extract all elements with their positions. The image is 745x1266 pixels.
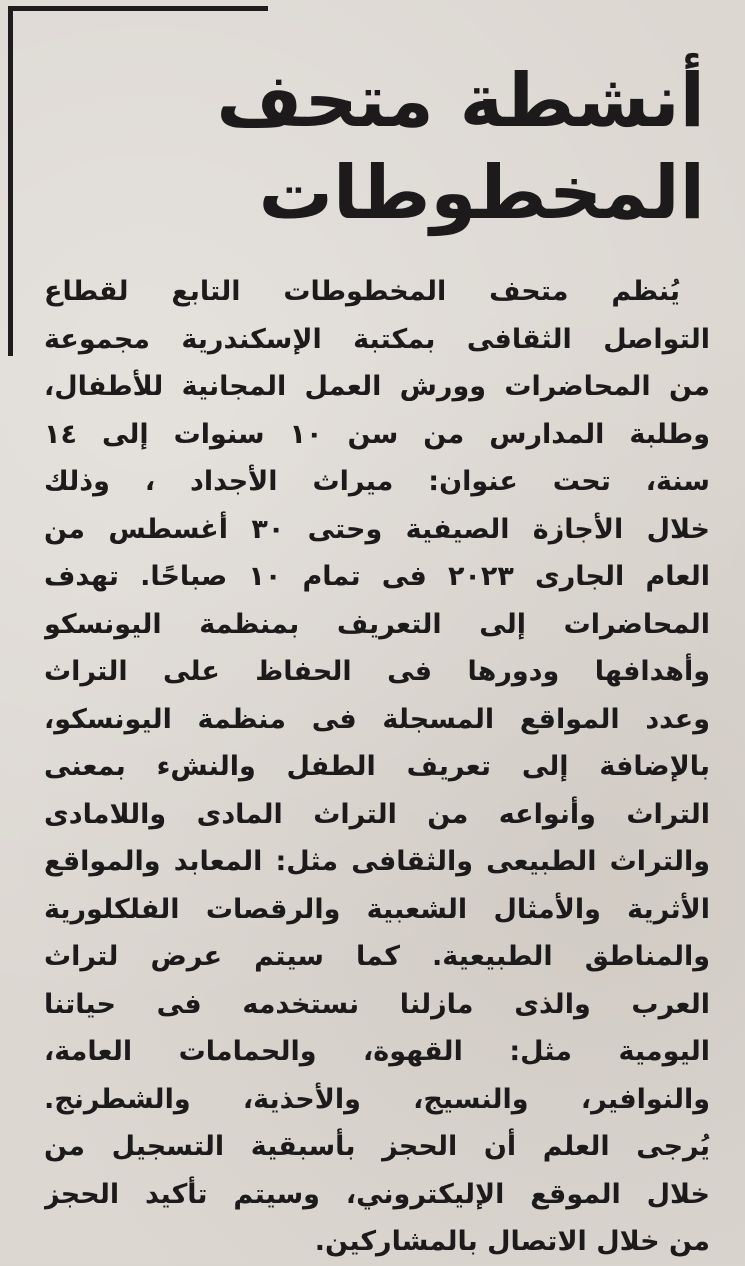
frame-rule-top	[8, 6, 268, 11]
article-line: التواصل الثقافى بمكتبة الإسكندرية مجموعة	[44, 323, 710, 355]
article-line: اليومية مثل: القهوة، والحمامات العامة،	[44, 1036, 710, 1067]
article-line: سنة، تحت عنوان: ميراث الأجداد ، وذلك	[44, 466, 710, 497]
article-body	[44, 268, 710, 1266]
article-line: العرب والذى مازلنا نستخدمه فى حياتنا	[44, 988, 710, 1020]
article-line: خلال الموقع الإليكتروني، وسيتم تأكيد الحجز	[44, 1178, 710, 1210]
article-line: والتراث الطبيعى والثقافى مثل: المعابد والمواقع	[44, 846, 710, 877]
article-line: العام الجارى ٢٠٢٣ فى تمام ١٠ صباحًا. تهدف	[44, 561, 710, 592]
article-line: وأهدافها ودورها فى الحفاظ على التراث	[44, 656, 710, 687]
article-line: والمناطق الطبيعية. كما سيتم عرض لتراث	[44, 941, 710, 972]
article-line: والنوافير، والنسيج، والأحذية، والشطرنج.	[44, 1083, 710, 1115]
article-line: وعدد المواقع المسجلة فى منظمة اليونسكو،	[44, 703, 710, 735]
headline-line-2: المخطوطات	[258, 150, 705, 236]
article-line: يُنظم متحف المخطوطات التابع لقطاع	[44, 276, 680, 307]
article-line: خلال الأجازة الصيفية وحتى ٣٠ أغسطس من	[44, 513, 710, 545]
article-line: يُرجى العلم أن الحجز بأسبقية التسجيل من	[44, 1131, 710, 1162]
article-line: بالإضافة إلى تعريف الطفل والنشء بمعنى	[44, 751, 710, 782]
article-line: وطلبة المدارس من سن ١٠ سنوات إلى ١٤	[44, 418, 710, 450]
article-line: من خلال الاتصال بالمشاركين.	[314, 1226, 710, 1257]
article-headline	[105, 55, 705, 239]
headline-line-1: أنشطة متحف	[216, 58, 705, 144]
article-line: الأثرية والأمثال الشعبية والرقصات الفلكلورية	[44, 893, 710, 925]
frame-rule-left	[8, 6, 13, 356]
article-line: من المحاضرات وورش العمل المجانية للأطفال،	[44, 371, 710, 402]
article-line: التراث وأنواعه من التراث المادى واللامادى	[44, 798, 710, 830]
article-line: المحاضرات إلى التعريف بمنظمة اليونسكو	[44, 608, 710, 640]
